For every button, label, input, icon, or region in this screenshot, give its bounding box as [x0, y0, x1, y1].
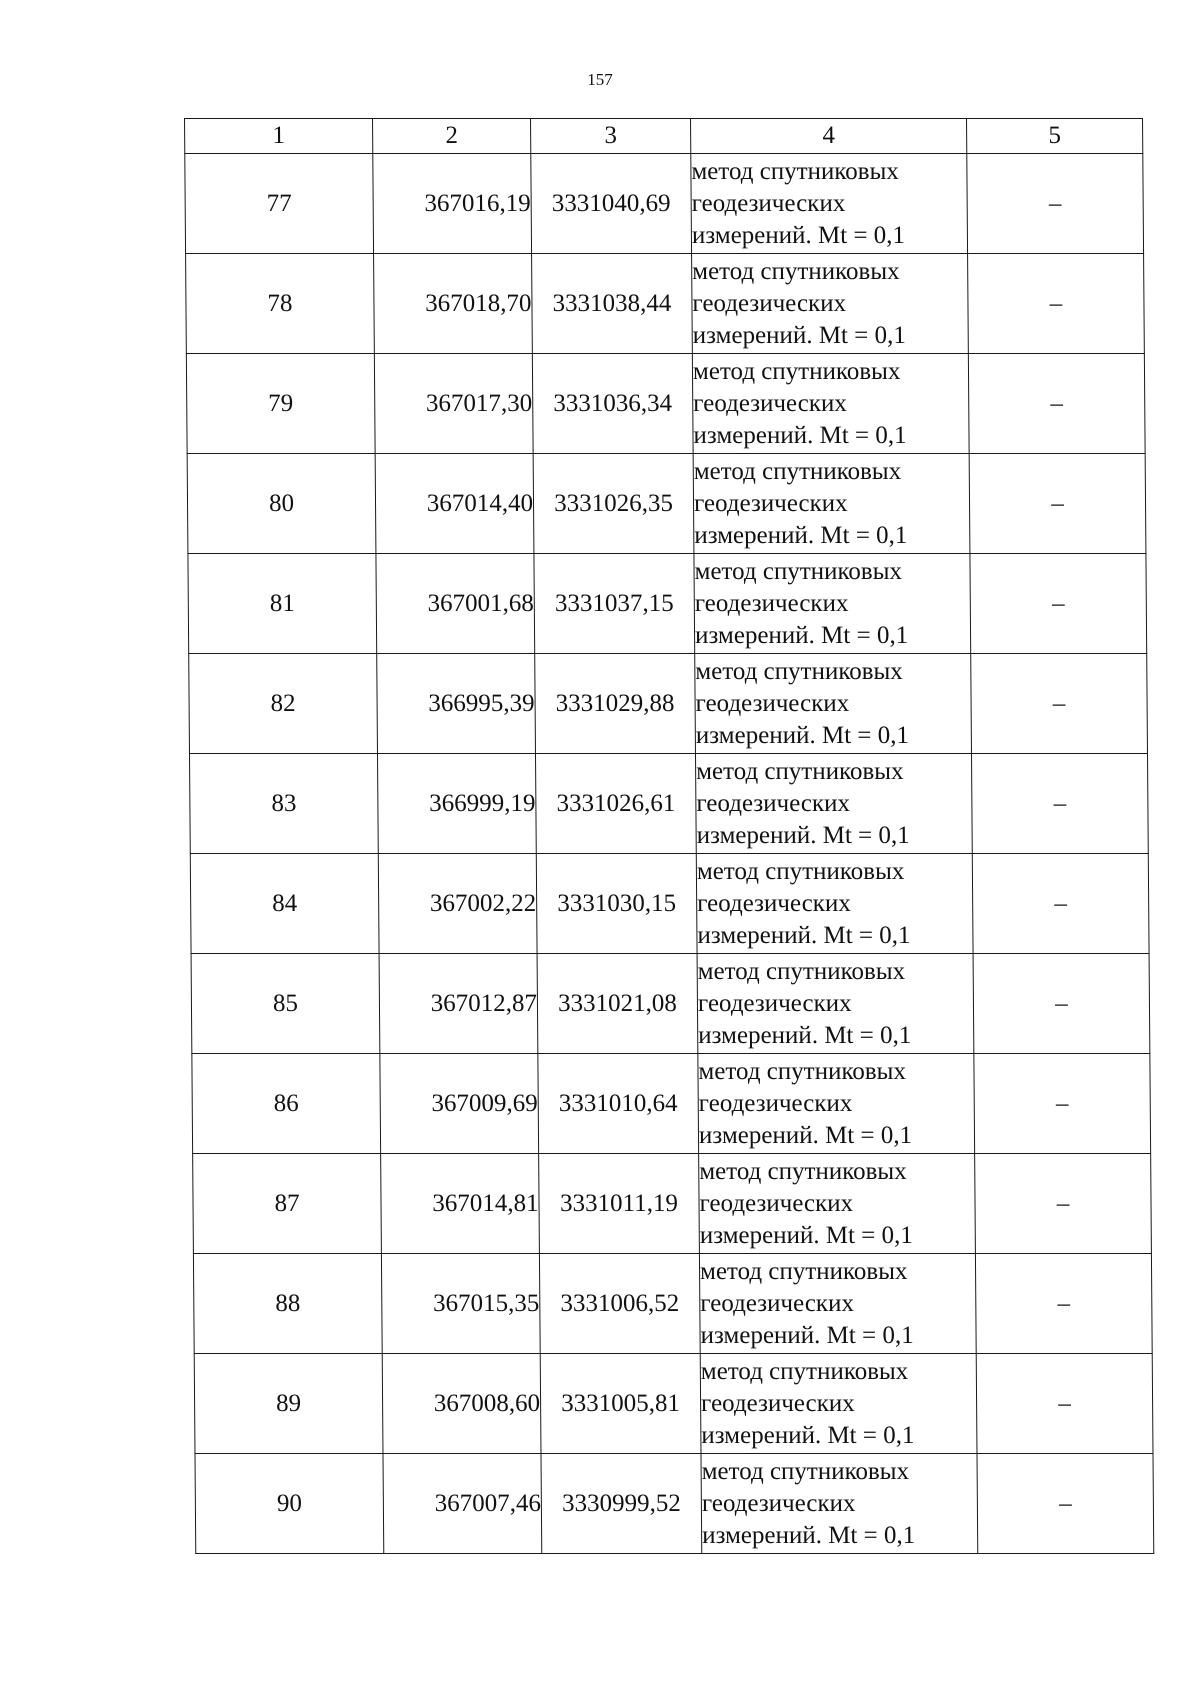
method-text: метод спутниковых геодезических измерений. Mt = 0,1: [694, 557, 909, 649]
method-text: метод спутниковых геодезических измерений. Mt = 0,1: [692, 257, 906, 349]
method-text: метод спутниковых геодезических измерений. Mt = 0,1: [697, 957, 912, 1049]
table-row: [188, 554, 1147, 654]
col5-cell: –: [971, 754, 1148, 854]
method-text: метод спутниковых геодезических измерений. Mt = 0,1: [701, 1457, 916, 1549]
point-number-cell: 86: [192, 1054, 381, 1154]
x-coordinate-cell: 367001,68: [376, 554, 535, 654]
method-text: метод спутниковых геодезических измерений. Mt = 0,1: [698, 1057, 913, 1149]
x-coordinate-cell: 367012,87: [379, 954, 538, 1054]
point-number-cell: 77: [185, 154, 374, 254]
y-coordinate-cell: 3331006,52: [539, 1254, 700, 1354]
y-coordinate-cell: 3330999,52: [541, 1454, 702, 1554]
method-cell: [698, 1054, 975, 1154]
y-coordinate-cell: 3331010,64: [538, 1054, 699, 1154]
y-coordinate-cell: 3331005,81: [540, 1354, 701, 1454]
col5-cell: –: [968, 354, 1145, 454]
y-coordinate-cell: 3331037,15: [534, 554, 695, 654]
header-col-3: 3: [531, 119, 691, 154]
x-coordinate-cell: 367002,22: [378, 854, 537, 954]
table-row: [193, 1154, 1152, 1254]
method-cell: [700, 1354, 977, 1454]
method-cell: [701, 1454, 978, 1554]
point-number-cell: 89: [194, 1354, 383, 1454]
point-number-cell: 79: [186, 354, 375, 454]
col5-cell: –: [976, 1354, 1153, 1454]
method-cell: [693, 454, 970, 554]
y-coordinate-cell: 3331040,69: [531, 154, 692, 254]
y-coordinate-cell: 3331021,08: [537, 954, 698, 1054]
method-text: метод спутниковых геодезических измерений. Mt = 0,1: [700, 1357, 915, 1449]
method-cell: [692, 254, 969, 354]
col5-cell: –: [969, 454, 1146, 554]
y-coordinate-cell: 3331026,35: [533, 454, 694, 554]
point-number-cell: 88: [193, 1254, 382, 1354]
method-cell: [694, 554, 971, 654]
page-number: 157: [587, 70, 613, 89]
table-row: [191, 954, 1150, 1054]
point-number-cell: 84: [190, 854, 379, 954]
header-col-5: 5: [967, 119, 1143, 154]
x-coordinate-cell: 367015,35: [381, 1254, 540, 1354]
x-coordinate-cell: 367009,69: [380, 1054, 539, 1154]
method-text: метод спутниковых геодезических измерений. Mt = 0,1: [696, 757, 910, 849]
col5-cell: –: [970, 554, 1147, 654]
method-cell: [691, 154, 968, 254]
x-coordinate-cell: 367014,40: [375, 454, 534, 554]
header-col-2: 2: [373, 119, 531, 154]
method-text: метод спутниковых геодезических измерений. Mt = 0,1: [695, 657, 910, 749]
x-coordinate-cell: 367018,70: [374, 254, 533, 354]
coordinates-table-wrapper: [184, 118, 1154, 1554]
y-coordinate-cell: 3331026,61: [535, 754, 696, 854]
point-number-cell: 87: [193, 1154, 382, 1254]
method-text: метод спутниковых геодезических измерений. Mt = 0,1: [693, 457, 908, 549]
table-row: [187, 454, 1146, 554]
x-coordinate-cell: 367007,46: [383, 1454, 542, 1554]
col5-cell: –: [973, 954, 1150, 1054]
table-row: [189, 754, 1148, 854]
table-row: [186, 354, 1145, 454]
table-row: [192, 1054, 1151, 1154]
table-body: [185, 154, 1154, 1554]
method-cell: [697, 954, 974, 1054]
table-header: [185, 119, 1143, 154]
point-number-cell: 81: [188, 554, 377, 654]
coordinates-table: [184, 118, 1154, 1554]
point-number-cell: 90: [195, 1454, 384, 1554]
method-text: метод спутниковых геодезических измерений. Mt = 0,1: [692, 357, 907, 449]
point-number-cell: 83: [189, 754, 378, 854]
method-cell: [692, 354, 969, 454]
y-coordinate-cell: 3331036,34: [532, 354, 693, 454]
point-number-cell: 85: [191, 954, 380, 1054]
col5-cell: –: [971, 654, 1148, 754]
table-row: [189, 654, 1148, 754]
x-coordinate-cell: 366999,19: [377, 754, 536, 854]
point-number-cell: 82: [189, 654, 378, 754]
method-cell: [695, 654, 972, 754]
table-row: [185, 154, 1144, 254]
col5-cell: –: [977, 1454, 1154, 1554]
col5-cell: –: [972, 854, 1149, 954]
x-coordinate-cell: 366995,39: [377, 654, 536, 754]
header-row: [185, 119, 1143, 154]
method-text: метод спутниковых геодезических измерений. Mt = 0,1: [699, 1257, 914, 1349]
method-cell: [696, 854, 973, 954]
method-text: метод спутниковых геодезических измерений. Mt = 0,1: [691, 157, 906, 249]
header-col-4: 4: [691, 119, 967, 154]
col5-cell: –: [974, 1054, 1151, 1154]
point-number-cell: 80: [187, 454, 376, 554]
method-text: метод спутниковых геодезических измерений. Mt = 0,1: [696, 857, 911, 949]
table-row: [190, 854, 1149, 954]
y-coordinate-cell: 3331029,88: [535, 654, 696, 754]
table-row: [186, 254, 1145, 354]
col5-cell: –: [975, 1154, 1152, 1254]
col5-cell: –: [975, 1254, 1152, 1354]
table-row: [194, 1354, 1153, 1454]
col5-cell: –: [968, 254, 1145, 354]
method-text: метод спутниковых геодезических измерений. Mt = 0,1: [699, 1157, 913, 1249]
method-cell: [695, 754, 972, 854]
method-cell: [699, 1154, 976, 1254]
header-col-1: 1: [185, 119, 373, 154]
x-coordinate-cell: 367008,60: [382, 1354, 541, 1454]
x-coordinate-cell: 367014,81: [381, 1154, 540, 1254]
x-coordinate-cell: 367017,30: [374, 354, 533, 454]
y-coordinate-cell: 3331011,19: [539, 1154, 700, 1254]
method-cell: [699, 1254, 976, 1354]
point-number-cell: 78: [186, 254, 375, 354]
y-coordinate-cell: 3331038,44: [532, 254, 693, 354]
table-row: [193, 1254, 1152, 1354]
table-row: [195, 1454, 1154, 1554]
col5-cell: –: [967, 154, 1144, 254]
x-coordinate-cell: 367016,19: [373, 154, 532, 254]
y-coordinate-cell: 3331030,15: [536, 854, 697, 954]
